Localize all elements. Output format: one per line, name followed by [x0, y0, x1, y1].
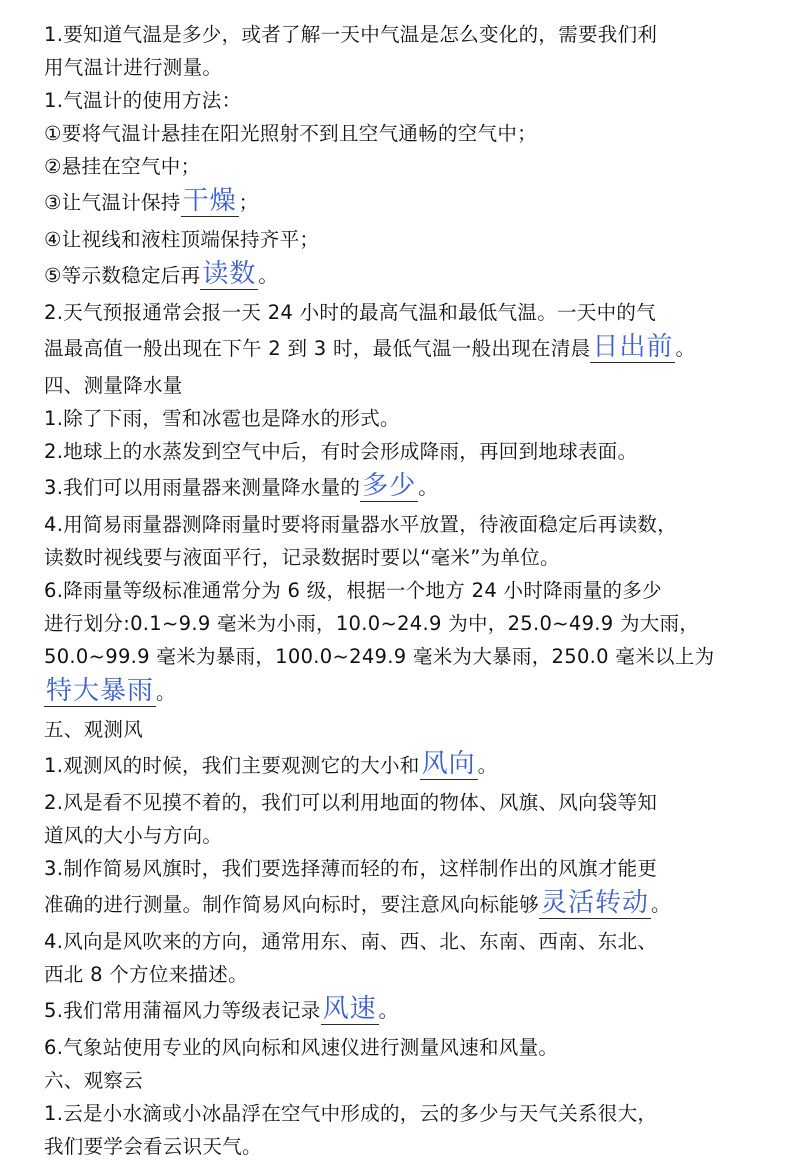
- text-line: 西北 8 个方位来描述。: [44, 963, 248, 986]
- text-line: 2.风是看不见摸不着的，我们可以利用地面的物体、风旗、风向袋等知: [44, 791, 658, 814]
- line-text: ③让气温计保持: [44, 191, 181, 214]
- text-line: 读数时视线要与液面平行，记录数据时要以“毫米”为单位。: [44, 546, 560, 569]
- text-line: 3.制作简易风旗时，我们要选择薄而轻的布，这样制作出的风旗才能更: [44, 857, 658, 880]
- handwritten-answer: 特大暴雨: [46, 676, 155, 706]
- text-line: 进行划分:0.1~9.9 毫米为小雨，10.0~24.9 为中，25.0~49.9 为大雨，: [44, 612, 700, 635]
- section-heading: 六、观察云: [44, 1069, 144, 1092]
- fill-blank-line: [44, 673, 764, 713]
- fill-blank-line: [44, 991, 764, 1031]
- text-line: 50.0~99.9 毫米为暴雨，100.0~249.9 毫米为大暴雨，250.0 毫米以上为: [44, 645, 715, 668]
- handwritten-answer: 风速: [322, 994, 377, 1024]
- fill-blank-line: [44, 885, 764, 925]
- fill-blank-line: [44, 468, 764, 508]
- line-punct: 。: [477, 754, 498, 777]
- text-line: 1.要知道气温是多少，或者了解一天中气温是怎么变化的，需要我们利: [44, 23, 658, 46]
- text-line: ②悬挂在空气中；: [44, 155, 201, 178]
- fill-blank-line: [44, 329, 764, 369]
- text-line: 6.气象站使用专业的风向标和风速仪进行测量风速和风量。: [44, 1036, 559, 1059]
- text-line: 用气温计进行测量。: [44, 56, 223, 79]
- text-line: 4.用简易雨量器测降雨量时要将雨量器水平放置，待液面稳定后再读数，: [44, 513, 678, 536]
- text-line: 道风的大小与方向。: [44, 824, 223, 847]
- text-line: 2.天气预报通常会报一天 24 小时的最高气温和最低气温。一天中的气: [44, 301, 657, 324]
- line-punct: 。: [675, 337, 696, 360]
- text-line: 1.云是小水滴或小冰晶浮在空气中形成的，云的多少与天气关系很大，: [44, 1102, 658, 1125]
- line-text: 5.我们常用蒲福风力等级表记录: [44, 999, 321, 1022]
- line-punct: 。: [418, 476, 439, 499]
- text-line: ④让视线和液柱顶端保持齐平；: [44, 228, 320, 251]
- line-text: 温最高值一般出现在下午 2 到 3 时，最低气温一般出现在清晨: [44, 337, 591, 360]
- line-punct: 。: [378, 999, 399, 1022]
- handwritten-answer: 读数: [202, 259, 257, 289]
- handwritten-answer: 多少: [362, 471, 417, 501]
- text-line: 4.风向是风吹来的方向，通常用东、南、西、北、东南、西南、东北、: [44, 930, 658, 953]
- section-heading: 五、观测风: [44, 718, 144, 741]
- text-line: 6.降雨量等级标准通常分为 6 级，根据一个地方 24 小时降雨量的多少: [44, 579, 662, 602]
- line-text: 准确的进行测量。制作简易风向标时，要注意风向标能够: [44, 893, 540, 916]
- line-punct: ；: [238, 191, 259, 214]
- line-text: 3.我们可以用雨量器来测量降水量的: [44, 476, 361, 499]
- document-page: [44, 18, 764, 1163]
- fill-blank-line: [44, 183, 764, 223]
- line-text: ⑤等示数稳定后再: [44, 264, 201, 287]
- handwritten-answer: 风向: [421, 749, 476, 779]
- section-subheading: 1.气温计的使用方法：: [44, 89, 242, 112]
- text-line: 1.除了下雨，雪和冰雹也是降水的形式。: [44, 407, 400, 430]
- line-punct: 。: [258, 264, 279, 287]
- line-punct: 。: [156, 681, 176, 704]
- section-heading: 四、测量降水量: [44, 374, 183, 397]
- line-text: 1.观测风的时候，我们主要观测它的大小和: [44, 754, 420, 777]
- handwritten-answer: 干燥: [182, 186, 237, 216]
- fill-blank-line: [44, 746, 764, 786]
- handwritten-answer: 灵活转动: [541, 888, 650, 918]
- handwritten-answer: 日出前: [592, 332, 674, 362]
- text-line: 2.地球上的水蒸发到空气中后，有时会形成降雨，再回到地球表面。: [44, 440, 638, 463]
- text-line: 我们要学会看云识天气。: [44, 1135, 262, 1158]
- fill-blank-line: [44, 256, 764, 296]
- line-punct: 。: [651, 893, 671, 916]
- text-line: ①要将气温计悬挂在阳光照射不到且空气通畅的空气中；: [44, 122, 537, 145]
